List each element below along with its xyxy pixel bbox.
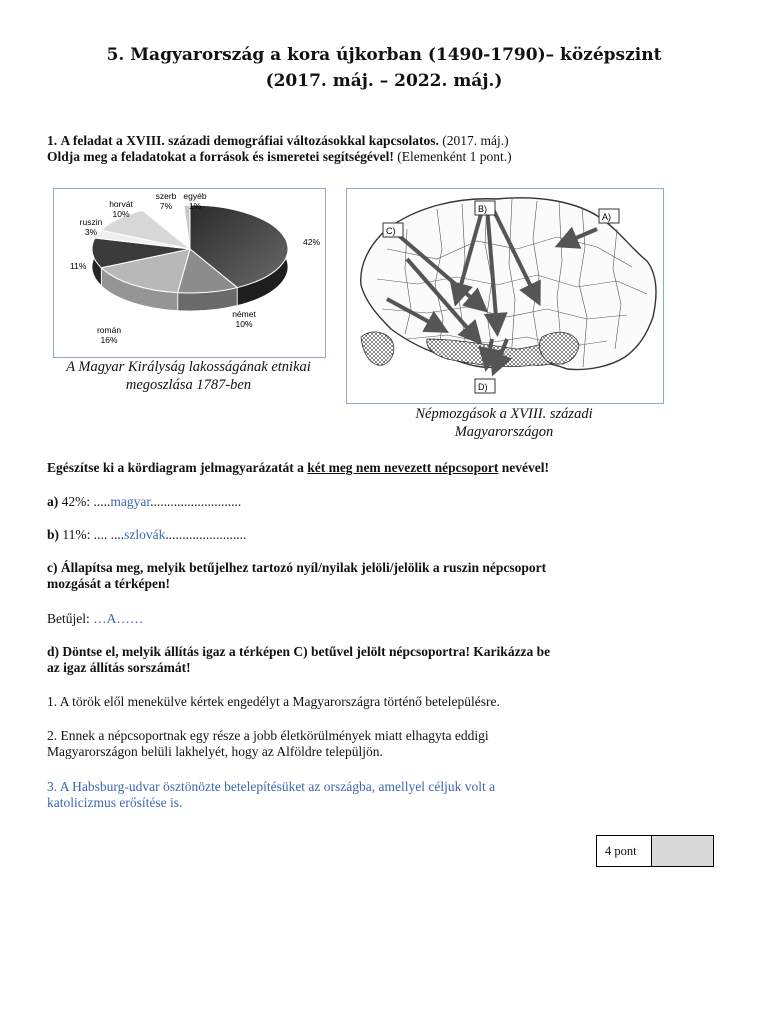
statement-1[interactable] <box>47 694 667 710</box>
map-label-c: C) <box>386 226 396 236</box>
question-c-line2: mozgását a térképen! <box>47 576 170 591</box>
question-b-answer[interactable]: szlovák <box>124 527 166 542</box>
score-box <box>596 835 714 867</box>
question-d-line2: az igaz állítás sorszámát! <box>47 660 191 675</box>
pie-value-label-1: 10% <box>235 319 253 329</box>
question-b-dots: ........................ <box>165 527 247 542</box>
question-b <box>47 527 647 543</box>
score-label: 4 pont <box>597 836 652 866</box>
task-instruction: Oldja meg a feladatokat a források és ismeretei segítségével! <box>47 149 394 164</box>
question-intro-before: Egészítse ki a kördiagram jelmagyarázatát a <box>47 460 308 475</box>
question-c <box>47 560 667 592</box>
migration-map <box>347 189 663 403</box>
statement-1-text: 1. A török elől menekülve kértek engedélyt a Magyarországra történő betelepülésre. <box>47 694 500 709</box>
map-label-d: D) <box>478 382 488 392</box>
task-intro <box>47 133 647 165</box>
question-intro <box>47 460 647 476</box>
pie-value-label-7: 1% <box>188 201 202 211</box>
pie-value-label-2: 16% <box>100 335 118 345</box>
pie-label-5: horvát <box>109 199 133 209</box>
statement-3-line1: 3. A Habsburg-udvar ösztönözte betelepítésüket az országba, amellyel céljuk volt a <box>47 779 496 794</box>
pie-caption <box>53 358 324 394</box>
pie-value-label-5: 10% <box>112 209 130 219</box>
task-date: (2017. máj.) <box>442 133 509 148</box>
question-a-label: a) <box>47 494 59 509</box>
pie-label-6: szerb <box>155 191 177 201</box>
question-intro-after: nevével! <box>498 460 550 475</box>
question-b-label: b) <box>47 527 60 542</box>
map-label-a: A) <box>602 212 611 222</box>
statement-2-line2: Magyarországon belüli lakhelyét, hogy az Alföldre települjön. <box>47 744 383 759</box>
question-b-prefix: 11%: .... .... <box>59 527 125 542</box>
page-title <box>0 42 768 94</box>
statement-3[interactable] <box>47 779 667 811</box>
map-caption-line2: Magyarországon <box>454 424 554 440</box>
question-c-answer-label: Betűjel: <box>47 611 94 626</box>
pie-value-label-6: 7% <box>159 201 173 211</box>
task-note: (Elemenként 1 pont.) <box>397 149 512 164</box>
task-intro-text: A feladat a XVIII. századi demográfiai változásokkal kapcsolatos. <box>60 133 439 148</box>
question-a-answer[interactable]: magyar <box>110 494 151 509</box>
statement-2-line1: 2. Ennek a népcsoportnak egy része a jobb életkörülmények miatt elhagyta eddigi <box>47 728 489 743</box>
question-intro-underlined: két meg nem nevezett népcsoport <box>307 460 499 475</box>
question-c-line1: c) Állapítsa meg, melyik betűjelhez tartozó nyíl/nyilak jelöli/jelölik a ruszin népcsoport <box>47 560 547 575</box>
question-c-answer-row <box>47 611 647 627</box>
statement-2[interactable] <box>47 728 667 760</box>
question-a-dots: ........................... <box>150 494 242 509</box>
statement-3-line2: katolicizmus erősítése is. <box>47 795 183 810</box>
question-a <box>47 494 647 510</box>
map-label-b: B) <box>478 204 487 214</box>
question-c-answer[interactable]: …A…… <box>93 611 144 626</box>
pie-value-label-4: 3% <box>84 227 98 237</box>
pie-label-4: ruszin <box>79 217 103 227</box>
question-d <box>47 644 667 676</box>
pie-value-label-3: 11% <box>70 261 87 271</box>
pie-label-1: német <box>232 309 256 319</box>
settlement-area-west <box>361 332 394 365</box>
map-caption-line1: Népmozgások a XVIII. századi <box>415 406 593 422</box>
pie-label-2: román <box>96 325 122 335</box>
title-line1: 5. Magyarország a kora újkorban (1490-1790)– középszint <box>106 45 662 65</box>
pie-label-7: egyéb <box>183 191 207 201</box>
pie-caption-line1: A Magyar Királyság lakosságának etnikai <box>66 359 311 375</box>
country-outline <box>361 198 656 370</box>
task-number: 1. <box>47 133 58 148</box>
map-caption <box>346 405 662 441</box>
map-figure <box>346 188 664 404</box>
pie-chart <box>54 189 325 357</box>
pie-caption-line2: megoszlása 1787-ben <box>125 377 252 393</box>
pie-chart-figure <box>53 188 326 358</box>
title-line2: (2017. máj. – 2022. máj.) <box>265 71 503 91</box>
question-d-line1: d) Döntse el, melyik állítás igaz a térképen C) betűvel jelölt népcsoportra! Karikázza be <box>47 644 551 659</box>
question-a-prefix: 42%: ..... <box>58 494 111 509</box>
score-value-field[interactable] <box>652 836 713 866</box>
pie-value-label-0: 42% <box>302 237 320 247</box>
